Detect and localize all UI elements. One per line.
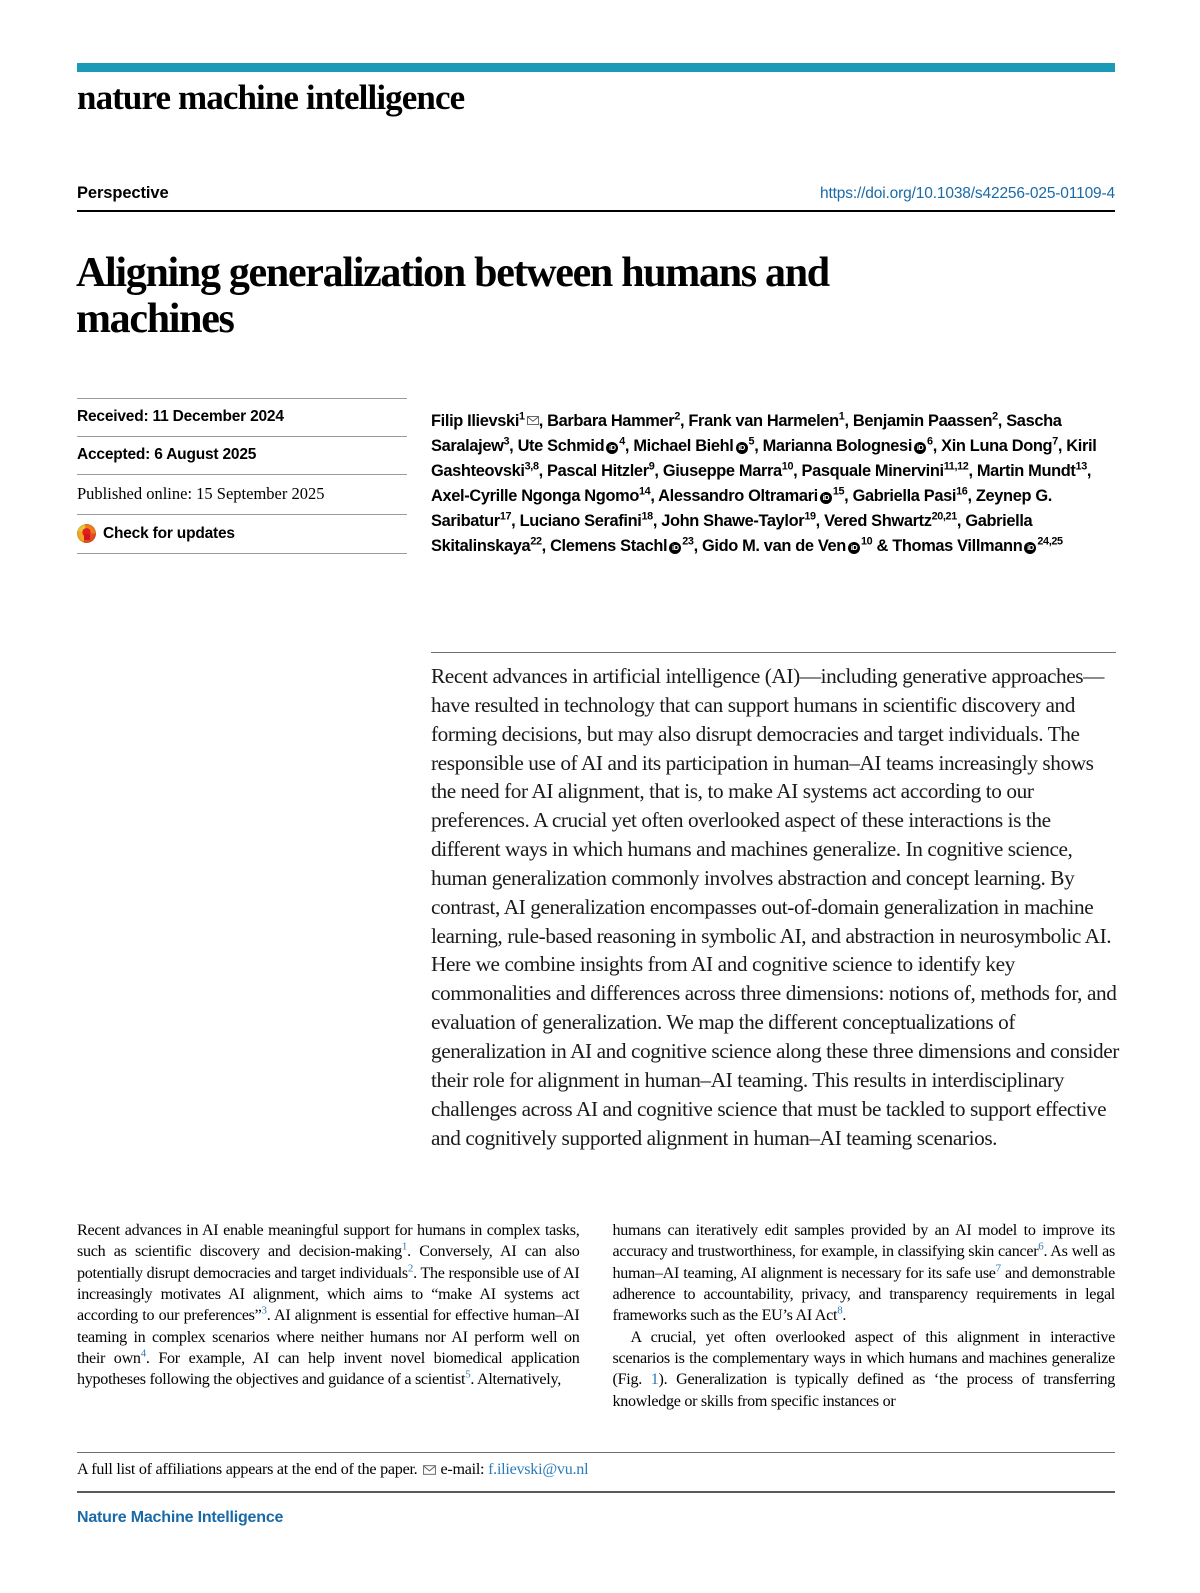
doi-link[interactable]: https://doi.org/10.1038/s42256-025-01109-4: [819, 185, 1115, 202]
author-affiliation-ref: 1: [519, 410, 525, 423]
author-name[interactable]: , Benjamin Paassen: [844, 412, 993, 430]
author-name[interactable]: , Vered Shwartz: [815, 511, 932, 530]
author-name[interactable]: Luciano Serafini: [519, 511, 642, 530]
citation-ref[interactable]: 4: [140, 1347, 146, 1360]
paragraph-text: A crucial, yet often overlooked aspect of this alignment in interactive scenarios is the complementary ways in which humans and machines generalize (Fig.: [612, 1328, 1115, 1389]
author-affiliation-ref: 10: [860, 535, 873, 548]
paragraph-text: . Alternatively,: [470, 1371, 561, 1389]
orcid-icon[interactable]: iD: [669, 542, 681, 554]
author-name[interactable]: , Zeynep G. Saribatur: [431, 486, 1052, 530]
article-type-row: [77, 184, 1115, 203]
orcid-icon[interactable]: iD: [914, 442, 926, 454]
affiliation-note-text: A full list of affiliations appears at the end of the paper.: [77, 1461, 418, 1478]
paragraph-text: . As well as human–AI teaming, AI alignment is necessary for its safe use: [612, 1243, 1115, 1282]
check-for-updates-button[interactable]: [77, 515, 407, 553]
author-name[interactable]: Gabriella Skitalinskaya: [431, 511, 1033, 555]
author-affiliation-ref: 4: [619, 435, 625, 448]
author-affiliation-ref: 18: [641, 510, 653, 523]
citation-ref[interactable]: 8: [837, 1304, 843, 1317]
paragraph-text: . For example, AI can help invent novel biomedical application hypotheses following the objectives and guidance of a scientist: [77, 1349, 580, 1389]
author-affiliation-ref: 22: [530, 535, 542, 548]
email-label: e-mail:: [440, 1461, 485, 1478]
author-list-conjunction: &: [872, 536, 888, 555]
journal-masthead: nature machine intelligence: [77, 78, 465, 117]
paragraph-text: Recent advances in AI enable meaningful support for humans in complex tasks, such as scientific discovery and decision-making: [77, 1222, 580, 1261]
author-list: Filip Ilievski$^1$ , Barbara Hammer$^2$, Frank van Harmelen$^1$, Benjamin Paassen$^2$, Sascha Saralajew$^3$, Ute Schmid iD $^4$, Michael Biehl iD $^5$, Marianna Bolognesi iD $^6$, Xin Luna Dong$^7$, Kiril Gashteovski$^{3,8}$, Pascal Hitzler$^9$, Giuseppe Marra$^{10}$, Pasquale Minervini$^{11,12}$, Martin Mundt$^{13}$, Axel-Cyrille Ngonga Ngomo$^{14}$, Alessandro Oltramari iD $^{15}$, Gabriella Pasi$^{16}$, Zeynep G. Saribatur$^{17}$, Luciano Serafini$^{18}$, John Shawe-Taylor$^{19}$, Vered Shwartz$^{20,21}$, Gabriella Skitalinskaya$^{22}$, Clemens Stachl iD $^{23}$, Gido M. van de Ven iD $^{10}$ & Thomas Villmann iD $^{24,25}$: [431, 408, 1116, 559]
author-affiliation-ref: 3,8: [524, 460, 539, 473]
page-title: Aligning generalization between humans and machines: [76, 250, 829, 343]
bottom-divider: [77, 1491, 1115, 1493]
author-name[interactable]: Xin Luna Dong: [941, 436, 1053, 455]
author-name[interactable]: Thomas Villmann: [892, 536, 1023, 555]
orcid-icon[interactable]: iD: [606, 442, 618, 454]
author-affiliation-ref: 7: [1052, 435, 1058, 448]
author-affiliation-ref: 10: [781, 460, 794, 473]
author-affiliation-ref: 3: [503, 435, 510, 448]
author-name[interactable]: , Martin Mundt: [968, 461, 1076, 480]
author-name[interactable]: , Giuseppe Marra: [654, 461, 782, 480]
header-divider: [77, 210, 1115, 212]
author-name[interactable]: , Frank van Harmelen: [679, 412, 839, 430]
author-affiliation-ref: 6: [927, 435, 933, 448]
crossmark-icon: [77, 524, 96, 543]
author-affiliation-ref: 2: [992, 410, 998, 423]
article-metadata: [77, 398, 407, 554]
abstract-text: Recent advances in artificial intelligence (AI)—including generative approaches—have resulted in technology that can support humans in scientific discovery and forming decisions, but may also disrupt democracies and target individuals. The responsible use of AI and its participation in human–AI teams increasingly shows the need for AI alignment, that is, to make AI systems act according to our preferences. A crucial yet often overlooked aspect of these interactions is the different ways in which humans and machines generalize. In cognitive science, human generalization commonly involves abstraction and concept learning. By contrast, AI generalization encompasses out-of-domain generalization in machine learning, rule-based reasoning in symbolic AI, and abstraction in neurosymbolic AI. Here we combine insights from AI and cognitive science to identify key commonalities and differences across three dimensions: notions of, methods for, and evaluation of generalization. We map the different conceptualizations of generalization in AI and cognitive science along these three dimensions and consider their role for alignment in human–AI teaming. This results in interdisciplinary challenges across AI and cognitive science that must be tackled to support effective and cognitively supported alignment in human–AI teaming scenarios.: [431, 664, 1119, 1150]
author-name[interactable]: , Barbara Hammer: [538, 412, 675, 430]
author-affiliation-ref: 13: [1075, 460, 1087, 473]
paragraph-text: ). Generalization is typically defined as ‘the process of transferring knowledge or skills from specific instances or: [612, 1371, 1115, 1410]
author-affiliation-ref: 20,21: [931, 510, 957, 523]
author-affiliation-ref: 2: [674, 410, 680, 423]
paragraph: [613, 1327, 1116, 1412]
author-affiliation-ref: 15: [832, 485, 845, 498]
journal-accent-bar: [77, 63, 1115, 72]
accepted-date: Accepted: 6 August 2025: [77, 446, 257, 463]
body-columns: [77, 1220, 1115, 1412]
author-affiliation-ref: 23: [682, 535, 694, 548]
author-name[interactable]: , John Shawe-Taylor: [652, 511, 805, 530]
author-affiliation-ref: 1: [838, 410, 845, 423]
meta-divider: [77, 553, 407, 554]
author-affiliation-ref: 14: [639, 485, 651, 498]
affiliation-note: [77, 1461, 588, 1479]
paragraph: [77, 1220, 580, 1391]
citation-ref[interactable]: 3: [261, 1304, 267, 1317]
author-affiliation-ref: 9: [648, 460, 655, 473]
author-affiliation-ref: 5: [748, 435, 755, 448]
citation-ref[interactable]: 2: [407, 1262, 414, 1275]
author-name[interactable]: Alessandro Oltramari: [658, 486, 818, 505]
orcid-icon[interactable]: iD: [820, 492, 832, 504]
figure-link[interactable]: 1: [650, 1371, 659, 1389]
author-name[interactable]: , Marianna Bolognesi: [754, 436, 913, 455]
author-affiliation-ref: 17: [499, 510, 512, 523]
received-date: Received: 11 December 2024: [77, 408, 284, 425]
paragraph-text: .: [842, 1307, 847, 1325]
paragraph: [613, 1220, 1116, 1327]
paragraph-text: . Conversely, AI can also potentially disrupt democracies and target individuals: [77, 1243, 580, 1282]
author-affiliation-ref: 19: [804, 510, 816, 523]
email-link[interactable]: f.ilievski@vu.nl: [488, 1461, 589, 1478]
paragraph-text: humans can iteratively edit samples provided by an AI model to improve its accuracy and trustworthiness, for example, in classifying skin cancer: [612, 1222, 1115, 1261]
article-type-label: Perspective: [77, 184, 169, 202]
footer-divider: [77, 1452, 1115, 1453]
citation-ref[interactable]: 6: [1038, 1240, 1044, 1253]
author-name[interactable]: , Axel-Cyrille Ngonga Ngomo: [431, 461, 1092, 505]
published-date: Published online: 15 September 2025: [77, 484, 325, 503]
citation-ref[interactable]: 1: [401, 1240, 408, 1253]
author-name[interactable]: Pasquale Minervini: [801, 461, 944, 480]
author-affiliation-ref: 24,25: [1037, 535, 1063, 548]
author-affiliation-ref: 16: [956, 485, 968, 498]
envelope-icon: [423, 1462, 436, 1472]
author-name[interactable]: , Gido M. van de Ven: [693, 536, 846, 555]
author-name[interactable]: , Gabriella Pasi: [844, 486, 957, 505]
paragraph-text: and demonstrable adherence to accountability, privacy, and transparency requirements in legal frameworks such as the EU’s AI Act: [612, 1264, 1115, 1325]
body-column-left: [77, 1220, 580, 1412]
author-name[interactable]: Sascha Saralajew: [431, 412, 1062, 455]
envelope-icon[interactable]: [527, 408, 539, 417]
body-column-right: [613, 1220, 1116, 1412]
paragraph-text: . The responsible use of AI increasingly motivates AI alignment, which aims to “make AI systems act according to our preferences”: [77, 1264, 580, 1325]
journal-footer-name: Nature Machine Intelligence: [77, 1509, 284, 1526]
abstract-divider: [431, 652, 1116, 653]
author-affiliation-ref: 11,12: [943, 460, 969, 473]
orcid-icon[interactable]: iD: [848, 542, 860, 554]
check-for-updates-label: Check for updates: [103, 524, 235, 542]
author-name[interactable]: , Ute Schmid: [509, 436, 605, 455]
author-name[interactable]: , Michael Biehl: [624, 436, 734, 455]
citation-ref[interactable]: 5: [465, 1368, 471, 1381]
paragraph-text: . AI alignment is essential for effective human–AI teaming in complex scenarios where neither humans nor AI perform well on their own: [77, 1307, 580, 1367]
author-name[interactable]: Filip Ilievski: [431, 412, 520, 430]
author-name[interactable]: , Kiril Gashteovski: [431, 436, 1097, 480]
orcid-icon[interactable]: iD: [736, 442, 748, 454]
author-name[interactable]: , Pascal Hitzler: [538, 461, 649, 480]
author-name[interactable]: , Clemens Stachl: [541, 536, 668, 555]
orcid-icon[interactable]: iD: [1024, 542, 1036, 554]
citation-ref[interactable]: 7: [995, 1262, 1001, 1275]
